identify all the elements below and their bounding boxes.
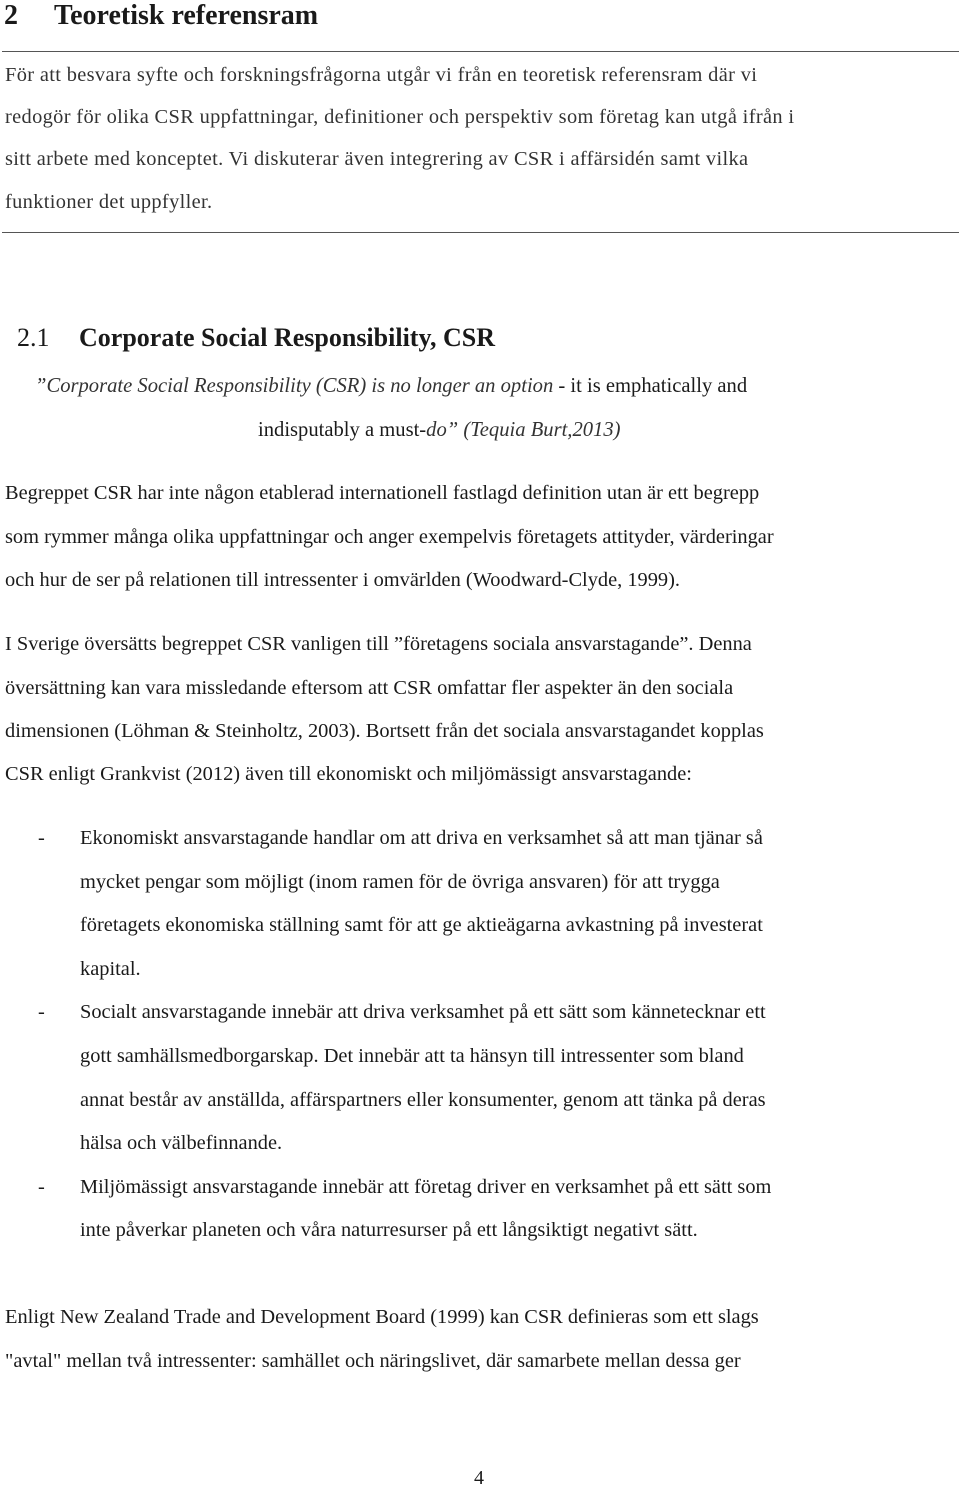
quote-line — [35, 375, 747, 398]
bullet-marker: - — [38, 1001, 45, 1023]
subsection-title: Corporate Social Responsibility, CSR — [79, 323, 496, 352]
paragraph-line: och hur de ser på relationen till intressenter i omvärlden (Woodward-Clyde, 1999). — [5, 569, 681, 591]
paragraph-line: CSR enligt Grankvist (2012) även till ekonomiskt och miljömässigt ansvarstagande: — [5, 763, 692, 785]
bullet-line: Socialt ansvarstagande innebär att driva verksamhet på ett sätt som kännetecknar ett — [80, 1001, 766, 1023]
top-rule — [2, 51, 959, 52]
paragraph-line: dimensionen (Löhman & Steinholtz, 2003). Bortsett från det sociala ansvarstagandet kopplas — [5, 720, 764, 742]
bullet-line: Miljömässigt ansvarstagande innebär att företag driver en verksamhet på ett sätt som — [80, 1176, 772, 1198]
subsection-heading — [17, 323, 495, 353]
paragraph-line: översättning kan vara missledande eftersom att CSR omfattar fler aspekter än den sociala — [5, 677, 734, 699]
page-number: 4 — [474, 1467, 484, 1489]
bullet-line: hälsa och välbefinnande. — [80, 1132, 283, 1154]
paragraph-line: "avtal" mellan två intressenter: samhället och näringslivet, där samarbete mellan dessa ger — [5, 1350, 741, 1372]
bullet-line: kapital. — [80, 958, 141, 980]
bullet-line: Ekonomiskt ansvarstagande handlar om att driva en verksamhet så att man tjänar så — [80, 827, 763, 849]
quote-plain: - it is emphatically and — [553, 375, 748, 397]
bullet-marker: - — [38, 1176, 45, 1198]
section-title: Teoretisk referensram — [54, 0, 319, 31]
subsection-number: 2.1 — [17, 323, 50, 352]
bullet-marker: - — [38, 827, 45, 849]
bullet-line: mycket pengar som möjligt (inom ramen för de övriga ansvaren) för att trygga — [80, 871, 720, 893]
quote-plain: indisputably a must- — [258, 419, 427, 441]
paragraph-line: Enligt New Zealand Trade and Development Board (1999) kan CSR definieras som ett slags — [5, 1306, 759, 1328]
bottom-rule — [2, 232, 959, 233]
bullet-line: gott samhällsmedborgarskap. Det innebär att ta hänsyn till intressenter som bland — [80, 1045, 744, 1067]
paragraph-line: Begreppet CSR har inte någon etablerad internationell fastlagd definition utan är ett begrepp — [5, 482, 760, 504]
paragraph-line: som rymmer många olika uppfattningar och anger exempelvis företagets attityder, värderingar — [5, 526, 774, 548]
intro-line: funktioner det uppfyller. — [5, 191, 213, 213]
intro-line: sitt arbete med konceptet. Vi diskuterar även integrering av CSR i affärsidén samt vilka — [5, 148, 749, 170]
quote-italic: do” (Tequia Burt,2013) — [426, 419, 621, 441]
paragraph-line: I Sverige översätts begreppet CSR vanligen till ”företagens sociala ansvarstagande”. Denna — [5, 633, 752, 655]
bullet-line: företagets ekonomiska ställning samt för att ge aktieägarna avkastning på investerat — [80, 914, 763, 936]
quote-italic: ”Corporate Social Responsibility (CSR) is no longer an option — [35, 375, 554, 397]
quote-line — [258, 419, 621, 442]
section-heading — [4, 0, 318, 32]
bullet-line: annat består av anställda, affärspartners eller konsumenter, genom att tänka på deras — [80, 1089, 766, 1111]
intro-line: redogör för olika CSR uppfattningar, definitioner och perspektiv som företag kan utgå ifrån i — [5, 106, 795, 128]
section-number: 2 — [4, 0, 18, 31]
intro-line: För att besvara syfte och forskningsfrågorna utgår vi från en teoretisk referensram där vi — [5, 64, 758, 86]
bullet-line: inte påverkar planeten och våra naturresurser på ett långsiktigt negativt sätt. — [80, 1219, 698, 1241]
